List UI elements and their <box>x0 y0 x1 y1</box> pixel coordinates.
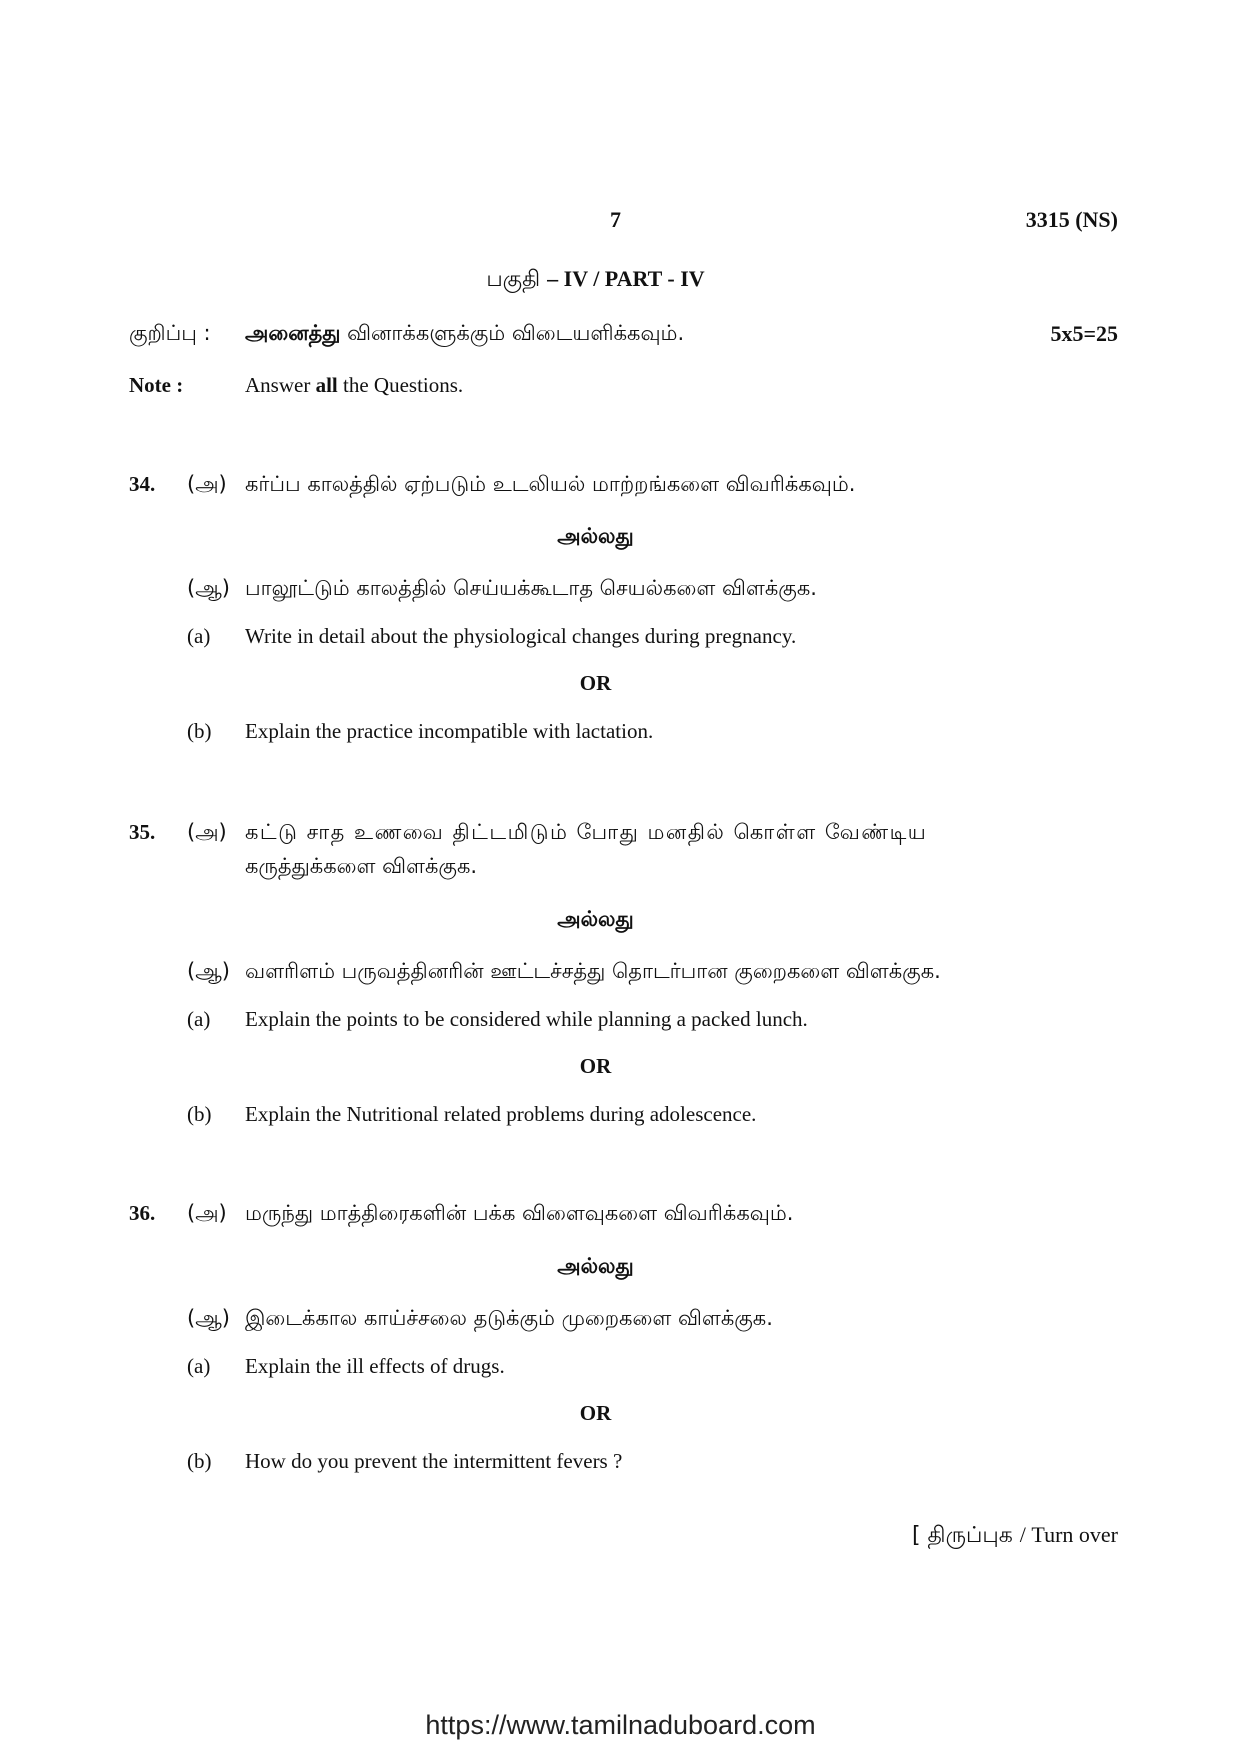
english-a-marker: (a) <box>187 1354 211 1378</box>
note-tamil-label: குறிப்பு : <box>129 321 211 345</box>
note-english-label: Note : <box>129 373 184 397</box>
question-tamil-a-line-2: கருத்துக்களை விளக்குக. <box>245 854 478 878</box>
turn-over-note <box>912 1522 1118 1551</box>
section-title-tamil: பகுதி <box>486 267 541 292</box>
tamil-a-marker: (அ) <box>187 1201 227 1225</box>
tamil-b-marker: (ஆ) <box>187 576 230 600</box>
tamil-b-marker: (ஆ) <box>187 959 230 983</box>
question-number: 36. <box>129 1201 156 1225</box>
english-or-divider: OR <box>579 671 612 695</box>
question-number: 34. <box>129 472 156 496</box>
question-english-a: Write in detail about the physiological changes during pregnancy. <box>245 624 797 648</box>
english-b-marker: (b) <box>187 1102 212 1126</box>
note-tamil-rest: வினாக்களுக்கும் விடையளிக்கவும். <box>347 321 685 345</box>
tamil-a-marker: (அ) <box>187 820 227 844</box>
english-b-marker: (b) <box>187 719 212 743</box>
note-english-post: the Questions. <box>343 373 464 397</box>
english-b-marker: (b) <box>187 1449 212 1473</box>
english-a-marker: (a) <box>187 1007 211 1031</box>
tamil-a-marker: (அ) <box>187 472 227 496</box>
question-tamil-a: மருந்து மாத்திரைகளின் பக்க விளைவுகளை விவரிக்கவும். <box>245 1201 794 1225</box>
english-a-marker: (a) <box>187 624 211 648</box>
note-tamil-text <box>245 321 684 348</box>
question-english-b: Explain the practice incompatible with lactation. <box>245 719 654 743</box>
question-english-a: Explain the ill effects of drugs. <box>245 1354 505 1378</box>
tamil-or-divider: அல்லது <box>557 1254 634 1278</box>
question-tamil-b: இடைக்கால காய்ச்சலை தடுக்கும் முறைகளை விளக்குக. <box>245 1306 773 1330</box>
question-number: 35. <box>129 820 156 844</box>
english-or-divider: OR <box>579 1401 612 1425</box>
footer-url[interactable]: https://www.tamilnaduboard.com <box>425 1710 816 1740</box>
tamil-or-divider: அல்லது <box>557 907 634 931</box>
page-number: 7 <box>610 207 621 232</box>
tamil-or-divider: அல்லது <box>557 524 634 548</box>
tamil-b-marker: (ஆ) <box>187 1306 230 1330</box>
note-english-text <box>245 373 463 398</box>
section-title <box>0 266 1191 295</box>
question-tamil-b: வளரிளம் பருவத்தினரின் ஊட்டச்சத்து தொடர்பான குறைகளை விளக்குக. <box>245 959 941 983</box>
marks-allocation: 5x5=25 <box>1050 321 1118 346</box>
paper-code: 3315 (NS) <box>1025 207 1118 232</box>
turn-over-english: / Turn over <box>1019 1522 1118 1547</box>
note-english-pre: Answer <box>245 373 311 397</box>
question-english-a: Explain the points to be considered while planning a packed lunch. <box>245 1007 808 1031</box>
question-tamil-a: கர்ப்ப காலத்தில் ஏற்படும் உடலியல் மாற்றங்களை விவரிக்கவும். <box>245 472 856 496</box>
section-title-english: – IV / PART - IV <box>547 266 705 291</box>
turn-over-tamil: [ திருப்புக <box>911 1523 1013 1548</box>
question-english-b: How do you prevent the intermittent fevers ? <box>245 1449 623 1473</box>
question-english-b: Explain the Nutritional related problems during adolescence. <box>245 1102 757 1126</box>
english-or-divider: OR <box>579 1054 612 1078</box>
question-tamil-a-line-1: கட்டு சாத உணவை திட்டமிடும் போது மனதில் கொள்ள வேண்டிய <box>245 820 928 844</box>
note-english-bold: all <box>315 373 338 397</box>
question-tamil-b: பாலூட்டும் காலத்தில் செய்யக்கூடாத செயல்களை விளக்குக. <box>245 576 817 600</box>
note-tamil-bold: அனைத்து <box>245 321 341 345</box>
